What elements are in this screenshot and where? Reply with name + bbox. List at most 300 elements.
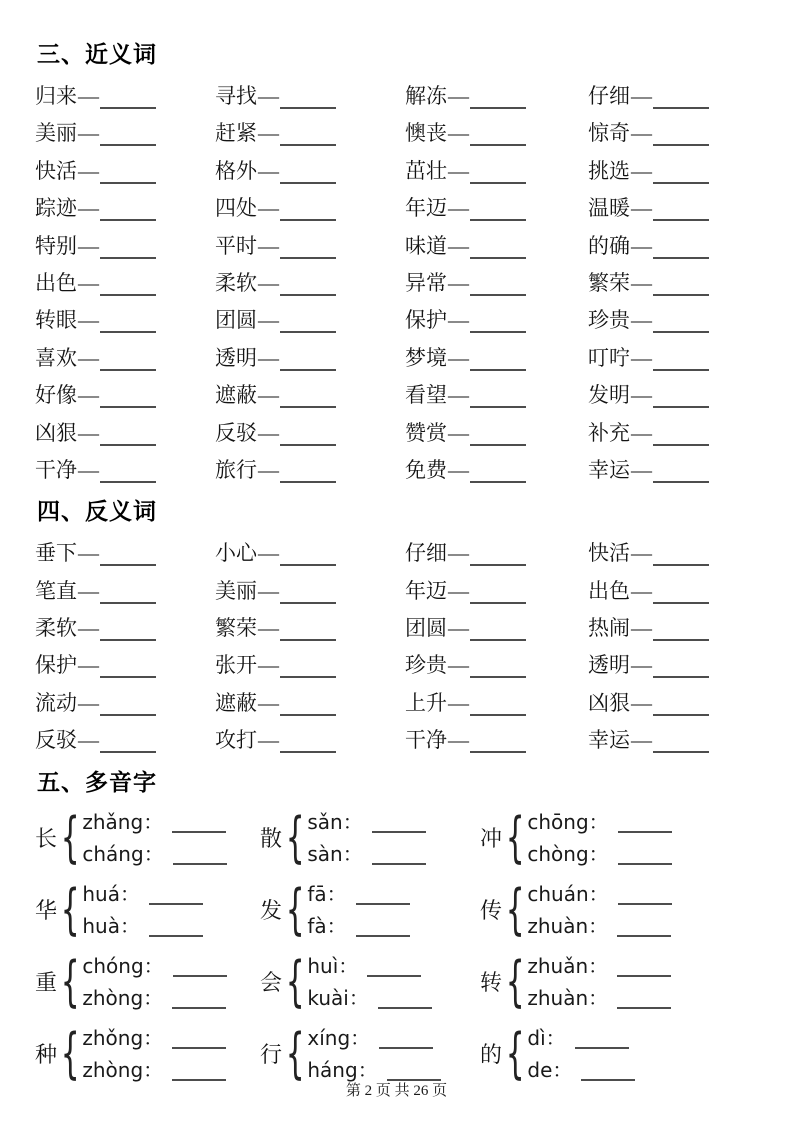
polyphone-char: 华 — [35, 898, 58, 924]
dash-separator: — — [448, 196, 469, 221]
brace-icon: { — [60, 805, 80, 869]
word-text: 珍贵 — [588, 308, 630, 333]
answer-blank — [280, 142, 336, 146]
colon-separator: ： — [588, 881, 609, 906]
answer-blank — [100, 600, 156, 604]
reading-line — [82, 982, 226, 1014]
pinyin-label: kuài — [307, 985, 349, 1010]
answer-blank — [378, 1005, 432, 1009]
answer-blank — [653, 292, 709, 296]
pinyin-label: zhòng — [82, 1057, 144, 1082]
polyphone-char: 散 — [260, 826, 283, 852]
pinyin-label: sàn — [307, 841, 343, 866]
polyphone-item — [260, 1022, 480, 1086]
word-item — [405, 265, 588, 302]
word-text: 懊丧 — [405, 121, 447, 146]
word-text: 转眼 — [35, 308, 77, 333]
polyphones-grid — [35, 806, 765, 1094]
dash-separator: — — [78, 653, 99, 678]
dash-separator: — — [258, 84, 279, 108]
word-item — [588, 377, 765, 414]
answer-blank — [280, 367, 336, 371]
word-item — [35, 685, 215, 722]
word-text: 凶狠 — [35, 420, 77, 445]
dash-separator: — — [631, 121, 652, 146]
dash-separator: — — [258, 420, 279, 445]
word-item — [405, 647, 588, 684]
answer-blank — [653, 712, 709, 716]
dash-separator: — — [78, 196, 99, 221]
answer-blank — [653, 479, 709, 483]
brace-icon: { — [285, 877, 305, 941]
dash-separator: — — [78, 345, 99, 370]
answer-blank — [280, 749, 336, 753]
pinyin-label: zhǒng — [82, 1025, 144, 1050]
dash-separator: — — [631, 616, 652, 641]
reading-line — [307, 910, 409, 942]
word-item — [588, 265, 765, 302]
dash-separator: — — [258, 541, 279, 566]
dash-separator: — — [258, 308, 279, 333]
colon-separator: ： — [326, 913, 347, 938]
colon-separator: ： — [348, 985, 369, 1010]
answer-blank — [172, 829, 226, 833]
pinyin-label: háng — [307, 1057, 358, 1082]
word-text: 旅行 — [215, 457, 257, 482]
polyphone-char: 行 — [260, 1042, 283, 1068]
colon-separator: ： — [588, 985, 609, 1010]
answer-blank — [470, 479, 526, 483]
word-text: 寻找 — [215, 84, 257, 108]
answer-blank — [100, 292, 156, 296]
word-item — [405, 340, 588, 377]
answer-blank — [653, 329, 709, 333]
word-text: 看望 — [405, 383, 447, 408]
answer-blank — [280, 105, 336, 109]
answer-blank — [100, 674, 156, 678]
answer-blank — [100, 749, 156, 753]
polyphone-char: 发 — [260, 898, 283, 924]
dash-separator: — — [448, 578, 469, 603]
brace-icon: { — [60, 877, 80, 941]
reading-line — [307, 838, 425, 870]
readings-list — [307, 950, 431, 1014]
word-text: 幸运 — [588, 728, 630, 753]
answer-blank — [173, 973, 227, 977]
answer-blank — [100, 637, 156, 641]
dash-separator: — — [258, 233, 279, 258]
colon-separator: ： — [143, 985, 164, 1010]
readings-list — [527, 1022, 635, 1086]
word-text: 年迈 — [405, 578, 447, 603]
answer-blank — [280, 442, 336, 446]
polyphone-char: 会 — [260, 970, 283, 996]
polyphone-item — [260, 806, 480, 870]
reading-line — [82, 838, 226, 870]
answer-blank — [653, 217, 709, 221]
word-item — [35, 415, 215, 452]
reading-line — [82, 910, 203, 942]
section-title-synonyms: 三、近义词 — [37, 41, 157, 67]
brace-icon: { — [505, 805, 525, 869]
word-item — [405, 377, 588, 414]
pinyin-label: zhòng — [82, 985, 144, 1010]
answer-blank — [149, 901, 203, 905]
word-text: 归来 — [35, 84, 77, 108]
answer-blank — [100, 442, 156, 446]
dash-separator: — — [78, 616, 99, 641]
readings-list — [82, 950, 226, 1014]
word-text: 保护 — [405, 308, 447, 333]
answer-blank — [379, 1045, 433, 1049]
pinyin-label: fà — [307, 913, 327, 938]
readings-list — [82, 878, 203, 942]
word-text: 补充 — [588, 420, 630, 445]
polyphone-char: 传 — [480, 898, 503, 924]
dash-separator: — — [631, 728, 652, 753]
answer-blank — [470, 442, 526, 446]
word-item — [588, 302, 765, 339]
word-item — [35, 377, 215, 414]
word-text: 梦境 — [405, 345, 447, 370]
reading-line — [82, 950, 226, 982]
answer-blank — [470, 105, 526, 109]
word-text: 张开 — [215, 653, 257, 678]
word-item — [35, 78, 215, 115]
dash-separator: — — [631, 690, 652, 715]
word-item — [215, 153, 405, 190]
pinyin-label: zhuàn — [527, 913, 589, 938]
answer-blank — [653, 142, 709, 146]
dash-separator: — — [631, 653, 652, 678]
section-antonyms — [35, 493, 765, 759]
reading-line — [82, 878, 203, 910]
dash-separator: — — [78, 233, 99, 258]
brace-icon: { — [285, 805, 305, 869]
word-item — [405, 610, 588, 647]
colon-separator: ： — [338, 953, 359, 978]
answer-blank — [100, 105, 156, 109]
pinyin-label: sǎn — [307, 809, 343, 834]
dash-separator: — — [78, 541, 99, 566]
reading-line — [527, 838, 671, 870]
pinyin-label: huì — [307, 953, 339, 978]
readings-list — [307, 806, 425, 870]
colon-separator: ： — [326, 881, 347, 906]
word-text: 叮咛 — [588, 345, 630, 370]
word-text: 喜欢 — [35, 345, 77, 370]
dash-separator: — — [448, 84, 469, 108]
word-text: 解冻 — [405, 84, 447, 108]
dash-separator: — — [631, 420, 652, 445]
dash-separator: — — [258, 690, 279, 715]
answer-blank — [653, 442, 709, 446]
colon-separator: ： — [143, 1057, 164, 1082]
dash-separator: — — [78, 383, 99, 408]
dash-separator: — — [631, 270, 652, 295]
dash-separator: — — [258, 196, 279, 221]
dash-separator: — — [448, 541, 469, 566]
reading-line — [527, 1022, 635, 1054]
word-text: 流动 — [35, 690, 77, 715]
word-item — [215, 722, 405, 759]
word-text: 笔直 — [35, 578, 77, 603]
word-column — [405, 78, 588, 489]
pinyin-label: cháng — [82, 841, 144, 866]
word-item — [215, 452, 405, 489]
reading-line — [527, 806, 671, 838]
word-item — [405, 722, 588, 759]
word-text: 干净 — [35, 457, 77, 482]
answer-blank — [280, 329, 336, 333]
answer-blank — [100, 404, 156, 408]
answer-blank — [356, 933, 410, 937]
colon-separator: ： — [143, 841, 164, 866]
reading-line — [82, 806, 226, 838]
word-item — [215, 685, 405, 722]
answer-blank — [470, 142, 526, 146]
answer-blank — [618, 829, 672, 833]
reading-line — [307, 1022, 440, 1054]
word-item — [35, 610, 215, 647]
word-item — [215, 302, 405, 339]
word-item — [35, 340, 215, 377]
answer-blank — [617, 1005, 671, 1009]
word-text: 垂下 — [35, 541, 77, 566]
page-number: 第 2 页 共 26 页 — [345, 1083, 448, 1099]
word-text: 遮蔽 — [215, 690, 257, 715]
word-text: 快活 — [588, 541, 630, 566]
answer-blank — [100, 329, 156, 333]
dash-separator: — — [258, 653, 279, 678]
word-item — [215, 647, 405, 684]
dash-separator: — — [631, 578, 652, 603]
reading-line — [527, 982, 671, 1014]
word-text: 平时 — [215, 233, 257, 258]
word-item — [35, 722, 215, 759]
dash-separator: — — [448, 270, 469, 295]
word-item — [215, 377, 405, 414]
word-item — [405, 573, 588, 610]
answer-blank — [100, 180, 156, 184]
word-item — [588, 340, 765, 377]
answer-blank — [653, 562, 709, 566]
readings-list — [307, 1022, 440, 1086]
word-text: 繁荣 — [215, 616, 257, 641]
word-text: 凶狠 — [588, 690, 630, 715]
answer-blank — [470, 600, 526, 604]
dash-separator: — — [631, 383, 652, 408]
word-item — [35, 115, 215, 152]
word-text: 格外 — [215, 158, 257, 183]
answer-blank — [100, 367, 156, 371]
word-item — [215, 190, 405, 227]
word-column — [215, 78, 405, 489]
dash-separator: — — [258, 121, 279, 146]
colon-separator: ： — [552, 1057, 573, 1082]
dash-separator: — — [78, 308, 99, 333]
word-item — [35, 535, 215, 572]
answer-blank — [470, 180, 526, 184]
word-item — [405, 115, 588, 152]
word-text: 遮蔽 — [215, 383, 257, 408]
answer-blank — [280, 674, 336, 678]
word-item — [35, 573, 215, 610]
word-text: 异常 — [405, 270, 447, 295]
dash-separator: — — [78, 690, 99, 715]
word-item — [588, 452, 765, 489]
polyphone-char: 重 — [35, 970, 58, 996]
word-text: 惊奇 — [588, 121, 630, 146]
word-text: 反驳 — [35, 728, 77, 753]
dash-separator: — — [631, 158, 652, 183]
word-text: 透明 — [215, 345, 257, 370]
dash-separator: — — [78, 270, 99, 295]
readings-list — [82, 806, 226, 870]
word-text: 小心 — [215, 541, 257, 566]
answer-blank — [280, 712, 336, 716]
word-item — [215, 610, 405, 647]
word-item — [35, 452, 215, 489]
polyphone-char: 的 — [480, 1042, 503, 1068]
colon-separator: ： — [588, 809, 609, 834]
pinyin-label: zhǎng — [82, 809, 144, 834]
reading-line — [307, 982, 431, 1014]
answer-blank — [470, 637, 526, 641]
word-text: 快活 — [35, 158, 77, 183]
pinyin-label: chōng — [527, 809, 589, 834]
answer-blank — [470, 367, 526, 371]
word-item — [588, 78, 765, 115]
answer-blank — [617, 933, 671, 937]
word-text: 仔细 — [588, 84, 630, 108]
reading-line — [307, 806, 425, 838]
word-text: 团圆 — [405, 616, 447, 641]
answer-blank — [280, 180, 336, 184]
pinyin-label: chuán — [527, 881, 589, 906]
word-text: 攻打 — [215, 728, 257, 753]
word-item — [405, 228, 588, 265]
answer-blank — [280, 255, 336, 259]
dash-separator: — — [448, 308, 469, 333]
answer-blank — [280, 292, 336, 296]
answer-blank — [575, 1045, 629, 1049]
pinyin-label: huá — [82, 881, 120, 906]
word-text: 繁荣 — [588, 270, 630, 295]
word-item — [588, 573, 765, 610]
answer-blank — [653, 637, 709, 641]
dash-separator: — — [448, 121, 469, 146]
pinyin-label: zhuǎn — [527, 953, 589, 978]
word-text: 茁壮 — [405, 158, 447, 183]
section-title-polyphones: 五、多音字 — [37, 768, 157, 795]
answer-blank — [470, 749, 526, 753]
pinyin-label: dì — [527, 1025, 546, 1050]
word-item — [35, 153, 215, 190]
answer-blank — [653, 255, 709, 259]
word-item — [405, 302, 588, 339]
brace-icon: { — [285, 1021, 305, 1085]
word-item — [35, 228, 215, 265]
word-text: 踪迹 — [35, 196, 77, 221]
word-text: 上升 — [405, 690, 447, 715]
answer-blank — [100, 255, 156, 259]
answer-blank — [470, 292, 526, 296]
word-text: 免费 — [405, 457, 447, 482]
word-item — [215, 228, 405, 265]
section-polyphones — [35, 764, 765, 1094]
word-text: 赶紧 — [215, 121, 257, 146]
dash-separator: — — [258, 270, 279, 295]
answer-blank — [618, 901, 672, 905]
polyphone-item — [260, 878, 480, 942]
answer-blank — [653, 180, 709, 184]
word-text: 干净 — [405, 728, 447, 753]
polyphone-char: 冲 — [480, 826, 503, 852]
colon-separator: ： — [588, 953, 609, 978]
answer-blank — [653, 367, 709, 371]
polyphone-item — [35, 950, 260, 1014]
answer-blank — [280, 562, 336, 566]
polyphone-item — [480, 878, 765, 942]
word-item — [35, 265, 215, 302]
pinyin-label: chóng — [82, 953, 144, 978]
word-item — [215, 115, 405, 152]
word-text: 美丽 — [35, 121, 77, 146]
word-text: 保护 — [35, 653, 77, 678]
answer-blank — [280, 637, 336, 641]
dash-separator: — — [258, 457, 279, 482]
dash-separator: — — [258, 383, 279, 408]
word-column — [588, 535, 765, 759]
word-text: 味道 — [405, 233, 447, 258]
answer-blank — [653, 749, 709, 753]
polyphone-item — [480, 1022, 765, 1086]
word-text: 团圆 — [215, 308, 257, 333]
polyphone-item — [260, 950, 480, 1014]
answer-blank — [100, 712, 156, 716]
reading-line — [527, 910, 671, 942]
word-item — [215, 535, 405, 572]
word-item — [588, 535, 765, 572]
answer-blank — [280, 217, 336, 221]
answer-blank — [617, 973, 671, 977]
colon-separator: ： — [350, 1025, 371, 1050]
word-item — [35, 647, 215, 684]
dash-separator: — — [78, 84, 99, 108]
word-item — [35, 190, 215, 227]
dash-separator: — — [448, 233, 469, 258]
word-item — [588, 685, 765, 722]
word-column — [405, 535, 588, 759]
dash-separator: — — [258, 345, 279, 370]
colon-separator: ： — [342, 809, 363, 834]
answer-blank — [653, 105, 709, 109]
answer-blank — [470, 562, 526, 566]
answer-blank — [470, 329, 526, 333]
readings-list — [527, 878, 671, 942]
section-synonyms — [35, 36, 765, 489]
word-text: 仔细 — [405, 541, 447, 566]
pinyin-label: huà — [82, 913, 120, 938]
pinyin-label: de — [527, 1057, 553, 1082]
dash-separator: — — [258, 728, 279, 753]
readings-list — [527, 950, 671, 1014]
word-item — [405, 415, 588, 452]
dash-separator: — — [78, 420, 99, 445]
polyphone-item — [35, 878, 260, 942]
answer-blank — [356, 901, 410, 905]
